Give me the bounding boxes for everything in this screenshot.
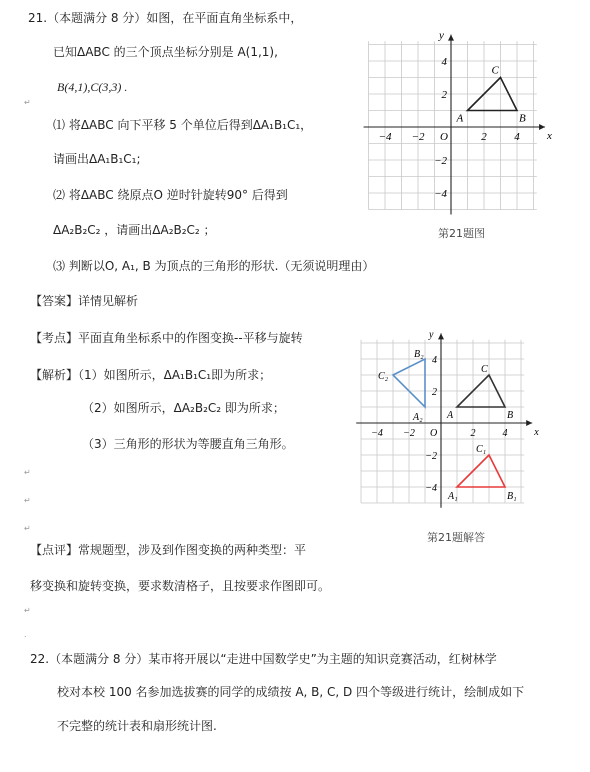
q22-line2: 校对本校 100 名参加选拔赛的同学的成绩按 A, B, C, D 四个等级进行统计，绘制成如下 bbox=[57, 685, 525, 699]
q21-line6: ⑵ 将ΔABC 绕原点O 逆时针旋转90° 后得到 bbox=[53, 188, 288, 202]
dianping-line2: 移变换和旋转变换，要求数清格子，且按要求作图即可。 bbox=[30, 579, 331, 593]
vertex-b-label: B bbox=[519, 112, 526, 125]
y-tick-label: −2 bbox=[434, 155, 447, 167]
x-tick-label: 4 bbox=[514, 131, 520, 143]
q21-line2: 已知ΔABC 的三个顶点坐标分别是 A(1,1), bbox=[53, 45, 278, 59]
paragraph-mark: . bbox=[24, 630, 27, 639]
vertex-a2-label: A₂ bbox=[413, 412, 423, 423]
origin-label: O bbox=[430, 428, 438, 439]
q21-line3: B(4,1),C(3,3) . bbox=[57, 80, 128, 94]
y-tick-label: 4 bbox=[432, 355, 437, 366]
x-axis-label: x bbox=[534, 427, 539, 438]
x-tick-label: −4 bbox=[371, 428, 383, 439]
y-axis-arrow bbox=[438, 333, 444, 339]
paragraph-mark: ↵ bbox=[24, 606, 31, 615]
kaodian-line: 【考点】平面直角坐标系中的作图变换--平移与旋转 bbox=[30, 331, 303, 345]
vertex-c1-label: C₁ bbox=[476, 444, 487, 455]
x-tick-label: 4 bbox=[502, 428, 508, 439]
y-tick-label: −2 bbox=[425, 451, 437, 462]
figure-21-solution-caption: 第21题解答 bbox=[427, 531, 485, 544]
paragraph-mark: ↵ bbox=[24, 524, 31, 533]
paragraph-mark: ↵ bbox=[24, 496, 31, 505]
q21-line4: ⑴ 将ΔABC 向下平移 5 个单位后得到ΔA₁B₁C₁， bbox=[53, 118, 313, 132]
x-tick-label: −4 bbox=[378, 131, 392, 143]
x-axis-arrow bbox=[539, 124, 545, 130]
vertex-a-label: A bbox=[447, 410, 454, 421]
dianping-line1: 【点评】常规题型，涉及到作图变换的两种类型：平 bbox=[30, 543, 307, 557]
q21-line1: 21.（本题满分 8 分）如图，在平面直角坐标系中， bbox=[28, 11, 303, 25]
vertex-c-label: C bbox=[491, 64, 499, 77]
vertex-b1-label: B₁ bbox=[507, 491, 517, 502]
jiexi-line2: （2）如图所示，ΔA₂B₂C₂ 即为所求； bbox=[82, 401, 285, 415]
x-tick-label: 2 bbox=[481, 131, 487, 143]
vertex-a1-label: A₁ bbox=[448, 491, 458, 502]
x-axis-arrow bbox=[526, 420, 532, 426]
y-axis-arrow bbox=[448, 35, 454, 41]
q21-line8: ⑶ 判断以O, A₁, B 为顶点的三角形的形状.（无须说明理由） bbox=[53, 259, 375, 273]
x-tick-label: −2 bbox=[403, 428, 415, 439]
vertex-a-label: A bbox=[456, 112, 464, 125]
jiexi-line1: 【解析】（1）如图所示，ΔA₁B₁C₁即为所求； bbox=[30, 368, 272, 382]
jiexi-line3: （3）三角形的形状为等腰直角三角形。 bbox=[82, 437, 294, 451]
answer-line: 【答案】详情见解析 bbox=[30, 294, 139, 308]
y-tick-label: −4 bbox=[434, 188, 447, 200]
y-axis-label: y bbox=[429, 329, 434, 341]
vertex-b-label: B bbox=[507, 410, 514, 421]
figure-21-solution-grid bbox=[344, 329, 549, 523]
q21-line5: 请画出ΔA₁B₁C₁; bbox=[53, 152, 141, 166]
x-axis-label: x bbox=[547, 130, 552, 142]
y-tick-label: 2 bbox=[432, 387, 437, 398]
y-tick-label: 4 bbox=[441, 56, 447, 68]
vertex-b2-label: B₂ bbox=[414, 349, 424, 360]
y-tick-label: 2 bbox=[441, 89, 447, 101]
q21-line7: ΔA₂B₂C₂ ，请画出ΔA₂B₂C₂ ； bbox=[53, 223, 216, 237]
x-tick-label: −2 bbox=[411, 131, 425, 143]
paragraph-mark: ↵ bbox=[24, 468, 31, 477]
x-tick-label: 2 bbox=[470, 428, 476, 439]
y-tick-label: −4 bbox=[425, 483, 437, 494]
q22-line1: 22.（本题满分 8 分）某市将开展以“走进中国数学史”为主题的知识竞赛活动，红树林学 bbox=[30, 652, 497, 666]
paragraph-mark: ↵ bbox=[24, 98, 31, 107]
origin-label: O bbox=[440, 131, 448, 143]
q22-line3: 不完整的统计表和扇形统计图. bbox=[57, 719, 217, 733]
figure-21-caption: 第21题图 bbox=[438, 227, 485, 240]
y-axis-label: y bbox=[439, 29, 444, 42]
figure-21-grid bbox=[366, 10, 576, 220]
vertex-c-label: C bbox=[481, 364, 488, 375]
vertex-c2-label: C₂ bbox=[378, 371, 389, 382]
